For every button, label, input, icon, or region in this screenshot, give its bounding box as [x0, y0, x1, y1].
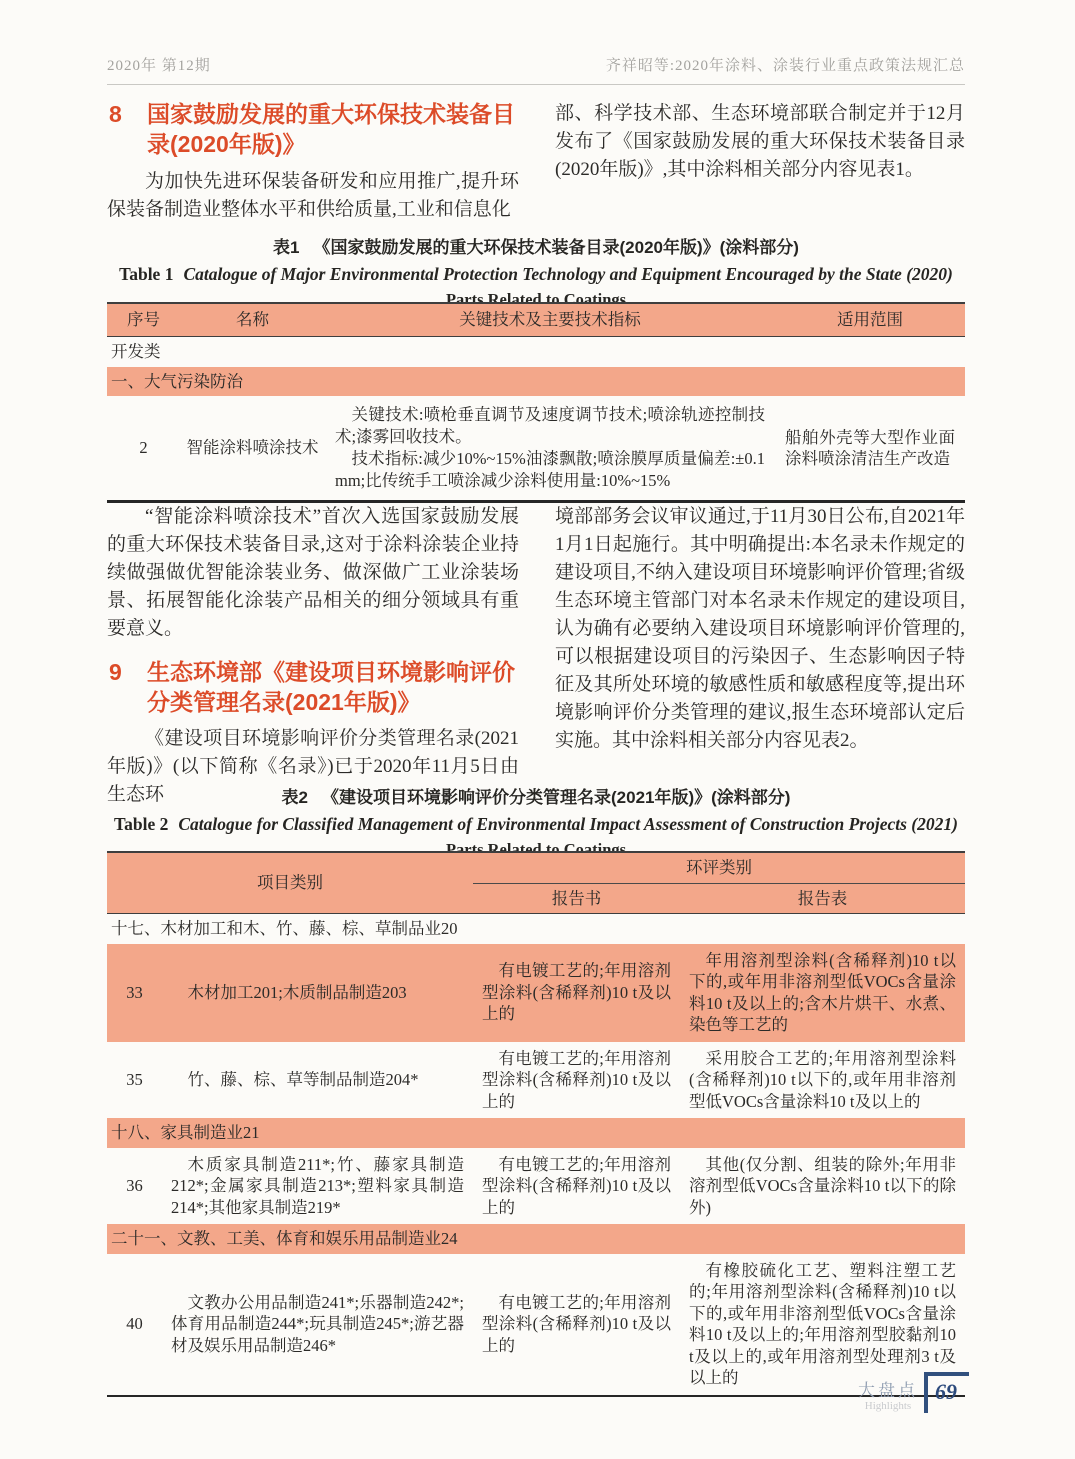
row-scope: 船舶外壳等大型作业面涂料喷涂清洁生产改造 — [785, 427, 955, 468]
table1-col-no: 序号 — [127, 310, 160, 330]
section-label: 一、大气污染防治 — [111, 371, 243, 391]
table2-title-en: Catalogue for Classified Management of Environmental Impact Assessment of Construction Projects (2021) — [178, 814, 958, 834]
page-number-bracket — [924, 1372, 969, 1413]
table2-col-project: 项目类别 — [257, 873, 323, 893]
row-report-book — [473, 944, 680, 1042]
table1-label-zh: 表1 — [273, 238, 300, 257]
left-column — [107, 503, 519, 809]
right-column — [555, 100, 965, 224]
report-form-text: 有橡胶硫化工艺、塑料注塑工艺的;年用溶剂型涂料(含稀释剂)10 t以下的,或年用非溶剂型低VOCs含量涂料10 t及以上的;年用溶剂型胶黏剂10 t及以上的,或年用溶剂型处理剂3 t及以上的 — [689, 1260, 956, 1387]
row-name: 智能涂料喷涂技术 — [186, 438, 319, 458]
row-report-form — [680, 1148, 965, 1225]
table1-group-row — [107, 337, 965, 367]
row-project — [162, 1148, 473, 1225]
report-book-text: 有电镀工艺的;年用溶剂型涂料(含稀释剂)10 t及以上的 — [482, 1154, 671, 1217]
row-project — [162, 1254, 473, 1396]
table2-col-eia-group: 环评类别 — [473, 852, 965, 883]
table-row — [107, 944, 965, 1042]
section-9-number: 9 — [109, 659, 122, 685]
project-text: 木质家具制造211*;竹、藤家具制造212*;金属家具制造213*;塑料家具制造214*;其他家具制造219* — [171, 1154, 464, 1217]
table2-col-report-form: 报告表 — [797, 888, 848, 908]
paragraph: 为加快先进环保装备研发和应用推广,提升环保装备制造业整体水平和供给质量,工业和信息化 — [107, 171, 519, 220]
table1-header-row — [107, 303, 965, 337]
table1-subtitle-en: Parts Related to Coatings — [445, 290, 627, 309]
table2-caption-en — [107, 814, 965, 835]
table1-section-row — [107, 367, 965, 397]
footer-column-label — [858, 1382, 918, 1413]
table-row — [107, 1042, 965, 1119]
report-form-text: 采用胶合工艺的;年用溶剂型涂料(含稀释剂)10 t以下的,或年用非溶剂型低VOCs含量涂料10 t及以上的 — [689, 1048, 956, 1111]
row-project — [162, 1042, 473, 1119]
section-9-heading — [107, 658, 519, 717]
row-no: 40 — [126, 1314, 143, 1334]
section-8-title: 国家鼓励发展的重大环保技术装备目录(2020年版)》 — [147, 101, 515, 157]
section-label: 十八、家具制造业21 — [111, 1123, 260, 1142]
row-report-book — [473, 1148, 680, 1225]
report-book-text: 有电镀工艺的;年用溶剂型涂料(含稀释剂)10 t及以上的 — [482, 961, 671, 1024]
table2-section-row — [107, 914, 965, 944]
paragraph: 部、科学技术部、生态环境部联合制定并于12月发布了《国家鼓励发展的重大环保技术装备目录(2020年版)》,其中涂料相关部分内容见表1。 — [555, 103, 965, 180]
table1-col-name: 名称 — [236, 310, 269, 330]
table2-section-row — [107, 1118, 965, 1148]
table2-label-zh: 表2 — [281, 788, 308, 807]
paragraph: “智能涂料喷涂技术”首次入选国家鼓励发展的重大环保技术装备目录,这对于涂料涂装企业持续做强做优智能涂装业务、做深做广工业涂装场景、拓展智能化涂装产品相关的细分领域具有重要意义。 — [107, 506, 519, 639]
table-row — [107, 396, 965, 502]
table1-col-tech: 关键技术及主要技术指标 — [459, 310, 641, 330]
table1-title-zh: 《国家鼓励发展的重大环保技术装备目录(2020年版)》(涂料部分) — [313, 238, 799, 257]
page-number: 69 — [935, 1379, 957, 1404]
tech-paragraph-2: 技术指标:减少10%~15%油漆飘散;喷涂膜厚质量偏差:±0.1 mm;比传统手工喷涂减少涂料使用量:10%~15% — [335, 449, 765, 490]
page-footer — [858, 1372, 969, 1413]
project-text: 竹、藤、棕、草等制品制造204* — [187, 1070, 419, 1089]
row-report-form — [680, 1042, 965, 1119]
table1 — [107, 302, 965, 503]
row-tech — [325, 396, 775, 502]
section-label: 十七、木材加工和木、竹、藤、棕、草制品业20 — [111, 919, 458, 938]
table2-title-zh: 《建设项目环境影响评价分类管理名录(2021年版)》(涂料部分) — [322, 788, 791, 807]
table2-label-en: Table 2 — [114, 814, 169, 834]
section-label: 二十一、文教、工美、体育和娱乐用品制造业24 — [111, 1229, 458, 1248]
row-no: 33 — [126, 982, 143, 1002]
row-project — [162, 944, 473, 1042]
page-content — [107, 0, 965, 1459]
row-report-book — [473, 1254, 680, 1396]
section-8-heading — [107, 100, 519, 159]
section-9-block — [107, 503, 965, 809]
project-text: 木材加工201;木质制品制造203 — [187, 982, 407, 1002]
footer-label-en: Highlights — [864, 1400, 912, 1412]
report-book-text: 有电镀工艺的;年用溶剂型涂料(含稀释剂)10 t及以上的 — [482, 1048, 671, 1111]
table2-col-report-book: 报告书 — [551, 888, 602, 908]
report-book-text: 有电镀工艺的;年用溶剂型涂料(含稀释剂)10 t及以上的 — [482, 1292, 671, 1355]
table1-label-en: Table 1 — [119, 264, 174, 284]
section-9-title: 生态环境部《建设项目环境影响评价分类管理名录(2021年版)》 — [147, 659, 515, 715]
report-form-text: 其他(仅分割、组装的除外;年用非溶剂型低VOCs含量涂料10 t以下的除外) — [689, 1154, 956, 1217]
paragraph: 境部部务会议审议通过,于11月30日公布,自2021年1月1日起施行。其中明确提出:本名录未作规定的建设项目,不纳入建设项目环境影响评价管理;省级生态环境主管部门对本名录未作规定的建设项目,认为确有必要纳入建设项目环境影响评价管理的,可以根据建设项目的污染因子、生态影响因子特征及其所处环境的敏感性质和敏感程度等,提出环境影响评价分类管理的建议,报生态环境部认定后实施。其中涂料相关部分内容见表2。 — [555, 506, 965, 751]
row-report-book — [473, 1042, 680, 1119]
table2-caption — [107, 783, 965, 860]
report-form-text: 年用溶剂型涂料(含稀释剂)10 t以下的,或年用非溶剂型低VOCs含量涂料10 t及以上的;含木片烘干、水煮、染色等工艺的 — [689, 950, 956, 1034]
group-label: 开发类 — [111, 342, 161, 361]
table-row — [107, 1254, 965, 1396]
footer-label-zh: 大盘点 — [858, 1381, 918, 1400]
table1-caption-en — [107, 264, 965, 285]
row-report-form — [680, 944, 965, 1042]
table2-subtitle-en: Parts Related to Coatings — [445, 840, 627, 859]
table1-caption-zh — [107, 233, 965, 258]
table2-section-row — [107, 1224, 965, 1254]
tech-paragraph-1: 关键技术:喷枪垂直调节及速度调节技术;喷涂轨迹控制技术;漆雾回收技术。 — [335, 405, 765, 446]
table2 — [107, 851, 965, 1397]
table2-caption-zh — [107, 783, 965, 808]
table1-title-en: Catalogue of Major Environmental Protection Technology and Equipment Encouraged by the State (2020) — [183, 264, 953, 284]
table1-col-scope: 适用范围 — [837, 310, 903, 330]
row-no: 36 — [126, 1176, 143, 1195]
paragraph: 《建设项目环境影响评价分类管理名录(2021年版)》(以下简称《名录》)已于2020年11月5日由生态环 — [107, 728, 519, 805]
left-column — [107, 100, 519, 224]
table-row — [107, 1148, 965, 1225]
table1-caption — [107, 233, 965, 310]
page-header — [107, 54, 965, 85]
table2-header-row-1 — [107, 852, 965, 883]
section-8-number: 8 — [109, 101, 122, 127]
issue-info: 2020年 第12期 — [107, 58, 211, 74]
project-text: 文教办公用品制造241*;乐器制造242*;体育用品制造244*;玩具制造245*;游艺器材及娱乐用品制造246* — [171, 1292, 464, 1355]
row-no: 2 — [139, 438, 148, 458]
right-column — [555, 503, 965, 809]
running-title: 齐祥昭等:2020年涂料、涂装行业重点政策法规汇总 — [605, 58, 965, 74]
row-no: 35 — [126, 1070, 143, 1089]
section-8-block — [107, 100, 965, 224]
